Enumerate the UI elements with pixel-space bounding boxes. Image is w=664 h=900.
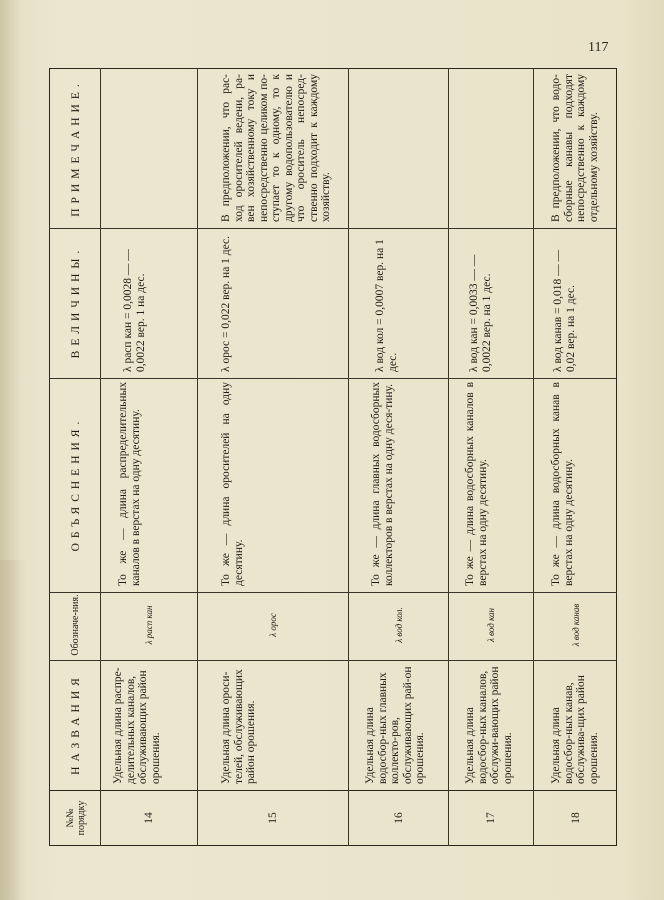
- row-16-number: 16: [392, 812, 405, 824]
- row-14-symbol: λ расп кан: [144, 605, 154, 645]
- row-17-number: 17: [485, 812, 497, 824]
- page-edge-stain: [0, 560, 26, 900]
- row-15-symbol: λ орос: [268, 613, 278, 637]
- row-separator: [533, 68, 534, 846]
- row-17-note: [449, 70, 533, 226]
- row-14-explanation: То же — длина распределительных каналов в верстах на одну десятину.: [117, 382, 142, 586]
- row-18-explanation: То же — длина водосборных канав в верстах на одну десятину.: [550, 382, 575, 586]
- row-14-note: [101, 70, 197, 226]
- header-number: №№ порядку: [64, 800, 87, 836]
- row-16-value: λ вод кол = 0,0007 вер. на 1 дес.: [374, 239, 399, 372]
- row-16-note: [349, 70, 448, 226]
- row-16-name: Удельная длина водосбор-ных главных коллекто-ров, обслуживающих рай-он орошения.: [364, 666, 426, 784]
- row-15-value: λ орос = 0,022 вер. на 1 дес.: [220, 235, 232, 372]
- row-16-explanation: То же — длина главных водосборных коллекторов в верстах на одну деся-тину.: [370, 382, 395, 586]
- page-number: 117: [588, 40, 609, 55]
- row-18-name: Удельная длина водосбор-ных канав, обслужива-щих район орошения.: [550, 675, 600, 784]
- row-18-number: 18: [569, 812, 582, 824]
- row-14-number: 14: [143, 812, 155, 824]
- row-18-value: λ вод канав = 0,018 — — 0,02 вер. на 1 дес.: [552, 249, 577, 372]
- row-15-explanation: То же — длина оросителей на одну десятину.: [220, 382, 245, 586]
- header-value: ВЕЛИЧИНЫ.: [69, 245, 82, 359]
- row-14-name: Удельная длина распре-делительных каналов, обслуживающих район орошения.: [112, 667, 162, 784]
- row-17-name: Удельная длина водосбор-ных каналов, обслужи-вающих район орошения.: [464, 666, 514, 784]
- row-18-note: В предположении, что водо-сборные канавы подходят непосредственно к каждому отдельному хозяйству.: [550, 74, 600, 222]
- row-15-note: В предположении, что рас-ход оросителей ведени, ра-вен хозяйственному току и непосредственно целиком по-ступает то к одному, то к другому водопользователю и что ороситель непосред-ственно подходит к каждому хозяйству.: [220, 74, 332, 222]
- row-18-symbol: λ вод канав: [570, 603, 581, 647]
- header-explanation: ОБЪЯСНЕНИЯ.: [69, 416, 82, 552]
- row-17-explanation: То же — длина водосборных каналов в верстах на одну десятину.: [464, 382, 489, 586]
- row-15-number: 15: [267, 812, 279, 824]
- row-15-name: Удельная длина ороси-телей, обслуживающих район орошения.: [220, 669, 257, 784]
- row-17-symbol: λ вод кан: [486, 607, 496, 643]
- row-14-value: λ расп кан = 0,0028 — — 0,0022 вер. 1 на дес.: [122, 249, 147, 372]
- column-separator: [49, 790, 617, 791]
- row-separator: [197, 68, 198, 846]
- row-17-value: λ вод кан = 0,0033 — — 0,0022 вер. на 1 дес.: [468, 254, 493, 372]
- header-note: ПРИМЕЧАНИЕ.: [69, 79, 82, 217]
- row-16-symbol: λ вод кол.: [393, 607, 404, 643]
- header-name: НАЗВАНИЯ: [69, 673, 82, 775]
- header-symbol: Обозначе-ния.: [70, 594, 81, 656]
